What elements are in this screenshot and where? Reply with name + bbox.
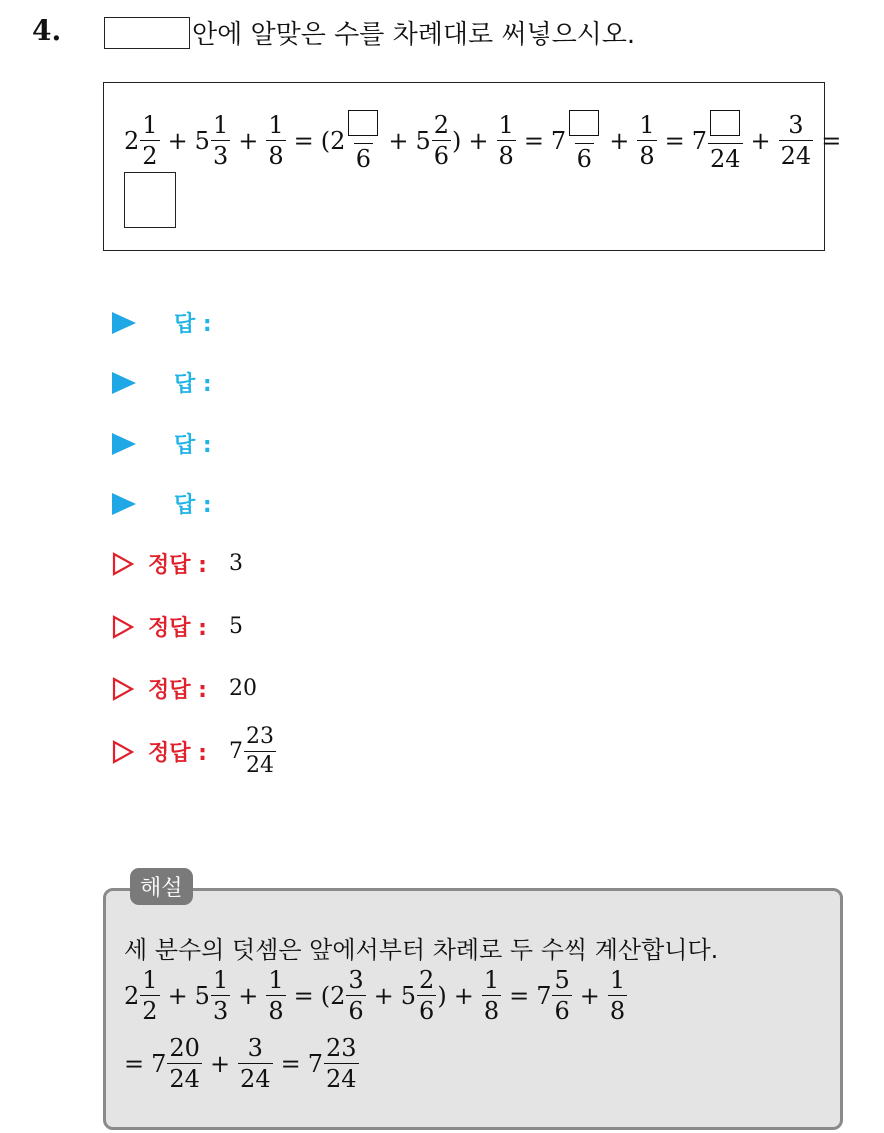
solution-value: 5 (228, 614, 243, 639)
plus-sign: + (167, 126, 188, 155)
term-whole: (2 (320, 126, 346, 155)
play-arrow-icon (112, 372, 136, 394)
fraction: 6 (567, 110, 601, 171)
fraction: $\frac{1}{2}$ (142, 111, 158, 170)
equals-sign: = (280, 1049, 301, 1078)
problem-equation (124, 110, 848, 171)
answer-label: 답 : (174, 372, 212, 397)
answer-label: 답 : (174, 312, 212, 337)
equals-sign: = (821, 126, 842, 155)
play-arrow-icon (112, 433, 136, 455)
answer-row-2[interactable] (112, 367, 212, 398)
solution-label: 정답 : (148, 741, 207, 766)
plus-sign: + (579, 981, 600, 1010)
solution-row-4 (112, 726, 277, 777)
fraction: $\frac{5}{6}$ (554, 966, 570, 1025)
fraction: $\frac{20}{24}$ (169, 1034, 200, 1093)
answer-row-1[interactable] (112, 307, 212, 338)
fraction: $\frac{3}{6}$ (348, 966, 364, 1025)
answer-blank-2[interactable] (569, 110, 599, 136)
fraction: $\frac{1}{8}$ (609, 966, 626, 1025)
question-number: 4. (32, 14, 62, 47)
fraction: $\frac{23}{24}$ (325, 1034, 357, 1093)
plus-sign: + (750, 126, 771, 155)
outline-triangle-icon (112, 615, 134, 639)
equals-sign: = (664, 126, 685, 155)
fraction: $\frac{3}{24}$ (240, 1034, 271, 1093)
answer-row-4[interactable] (112, 488, 212, 519)
explanation-tab: 해설 (130, 868, 193, 905)
plus-sign: + (238, 126, 259, 155)
close-paren: ) (452, 126, 462, 155)
answer-label: 답 : (174, 493, 212, 518)
explanation-equation-1: 2 $\frac{1}{2}$ + 5 $\frac{1}{3}$ + $\frac{1}{8}$ = (2 $\frac{3}{6}$ + 5 $\frac{2}{6}$ ) + $\frac{1}{8}$ = 7 $\frac{5}{6}$ + $\frac{1}{8}$ (124, 966, 626, 1025)
play-arrow-icon (112, 493, 136, 515)
fraction: $\frac{1}{8}$ (498, 111, 514, 170)
outline-triangle-icon (112, 677, 134, 701)
equals-sign: = (523, 126, 544, 155)
instruction-blank-box (104, 17, 190, 49)
term-whole: 5 (194, 126, 210, 155)
solution-value: 7 $\frac{23}{24}$ (228, 724, 274, 778)
outline-triangle-icon (112, 740, 134, 764)
solution-label: 정답 : (148, 616, 207, 641)
explanation-text: 세 분수의 덧셈은 앞에서부터 차례로 두 수씩 계산합니다. (124, 936, 719, 964)
play-arrow-icon (112, 312, 136, 334)
plus-sign: + (209, 1049, 231, 1078)
plus-sign: + (167, 981, 188, 1010)
term-whole: 2 (124, 126, 140, 155)
question-instruction (104, 14, 635, 51)
fraction: $\frac{1}{8}$ (639, 111, 655, 170)
answer-blank-1[interactable] (348, 110, 378, 136)
term-whole: 7 (550, 126, 567, 155)
equals-sign: = (509, 981, 530, 1010)
fraction: $\frac{2}{6}$ (433, 111, 450, 170)
plus-sign: + (238, 981, 259, 1010)
equals-sign: = (293, 981, 314, 1010)
answer-row-3[interactable] (112, 428, 212, 459)
instruction-text: 안에 알맞은 수를 차례대로 써넣으시오. (192, 20, 636, 50)
term-whole: 7 (691, 126, 707, 155)
fraction: 24 (708, 110, 743, 171)
fraction: $\frac{1}{3}$ (212, 966, 229, 1025)
fraction: $\frac{2}{6}$ (419, 966, 435, 1025)
plus-sign: + (388, 126, 409, 155)
plus-sign: + (453, 981, 474, 1010)
equals-sign: = (124, 1049, 145, 1078)
solution-row-3 (112, 673, 257, 704)
solution-label: 정답 : (148, 553, 207, 578)
term-whole: 5 (415, 126, 431, 155)
plus-sign: + (373, 981, 394, 1010)
fraction: $\frac{1}{3}$ (212, 111, 229, 170)
answer-blank-3[interactable] (710, 110, 740, 136)
fraction: $\frac{1}{8}$ (483, 966, 500, 1025)
equals-sign: = (293, 126, 314, 155)
solution-value: 20 (228, 676, 257, 701)
solution-value: 3 (228, 551, 243, 576)
plus-sign: + (468, 126, 489, 155)
solution-row-2 (112, 611, 243, 642)
answer-blank-4[interactable] (124, 172, 176, 228)
solution-row-1 (112, 548, 243, 579)
fraction: $\frac{1}{2}$ (142, 966, 158, 1025)
fraction: $\frac{23}{24}$ (245, 724, 274, 778)
solution-label: 정답 : (148, 678, 207, 703)
plus-sign: + (609, 126, 630, 155)
outline-triangle-icon (112, 552, 134, 576)
fraction: $\frac{1}{8}$ (268, 966, 284, 1025)
fraction: $\frac{3}{24}$ (780, 111, 812, 170)
fraction: 6 (346, 110, 380, 171)
explanation-equation-2: = 7 $\frac{20}{24}$ + $\frac{3}{24}$ = 7 $\frac{23}{24}$ (124, 1034, 357, 1093)
fraction: $\frac{1}{8}$ (268, 111, 284, 170)
answer-label: 답 : (174, 433, 212, 458)
